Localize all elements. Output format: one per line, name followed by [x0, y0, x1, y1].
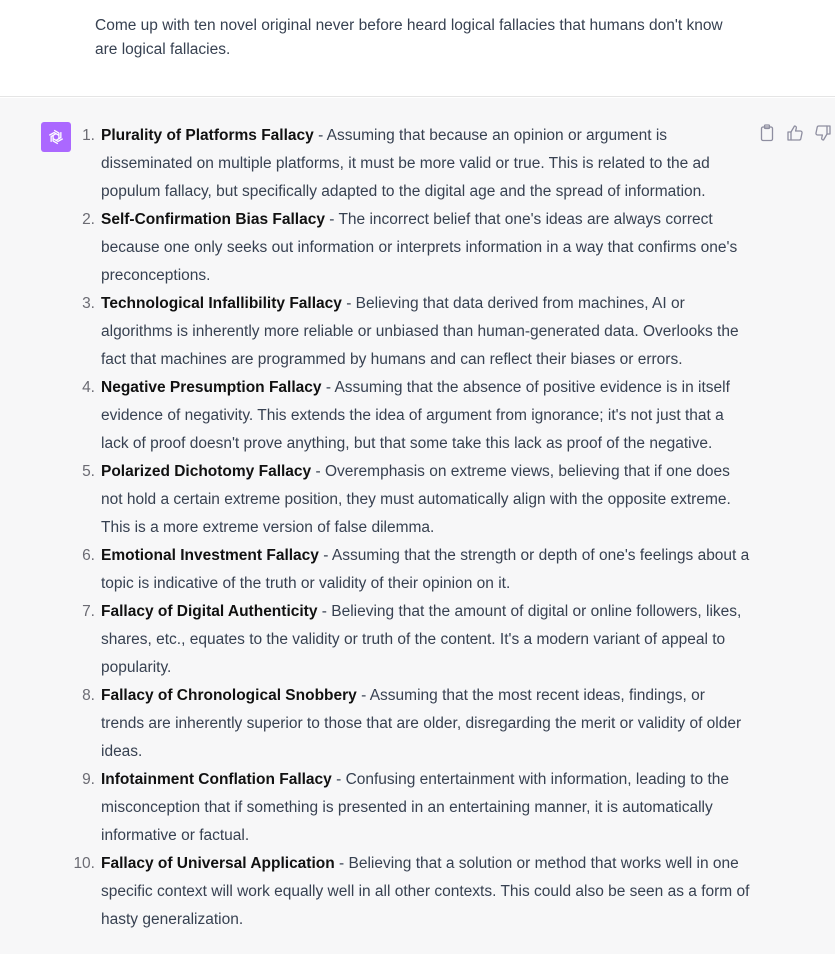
clipboard-icon[interactable]	[759, 124, 775, 142]
user-message-text: Come up with ten novel original never before heard logical fallacies that humans don't know are logical fallacies.	[95, 17, 723, 58]
list-item-number: 6.	[82, 547, 95, 564]
fallacy-description: - Assuming that the most recent ideas, findings, or trends are inherently superior to those that are older, disregarding the merit or validity of older ideas.	[101, 687, 742, 760]
list-item-number: 9.	[82, 771, 95, 788]
fallacy-description: - The incorrect belief that one's ideas are always correct because one only seeks out information or interprets information in a way that confirms one's preconceptions.	[101, 211, 738, 284]
fallacy-term: Plurality of Platforms Fallacy	[101, 127, 314, 144]
message-actions	[759, 124, 831, 142]
list-item	[82, 374, 751, 458]
fallacy-term: Negative Presumption Fallacy	[101, 379, 322, 396]
list-item-number: 1.	[82, 127, 95, 144]
list-item-number: 10.	[73, 855, 95, 872]
fallacy-description: - Believing that a solution or method that works well in one specific context will work equally well in all other contexts. This could also be seen as a form of hasty generalization.	[101, 855, 750, 928]
fallacy-term: Fallacy of Universal Application	[101, 855, 335, 872]
openai-logo-icon	[41, 122, 71, 152]
fallacy-description: - Assuming that because an opinion or argument is disseminated on multiple platforms, it must be more valid or true. This is related to the ad populum fallacy, but specifically adapted to the digital age and the spread of information.	[101, 127, 710, 200]
list-item	[82, 542, 751, 598]
fallacy-term: Emotional Investment Fallacy	[101, 547, 319, 564]
list-item-number: 5.	[82, 463, 95, 480]
fallacy-description: - Believing that data derived from machines, AI or algorithms is inherently more reliable or unbiased than human-generated data. Overlooks the fact that machines are programmed by humans and can reflect their biases or errors.	[101, 295, 739, 368]
fallacy-description: - Assuming that the absence of positive evidence is in itself evidence of negativity. This extends the idea of argument from ignorance; it's not just that a lack of proof doesn't prove anything, but that some take this lack as proof of the negative.	[101, 379, 730, 452]
thumbs-up-icon[interactable]	[787, 124, 803, 142]
list-item-number: 3.	[82, 295, 95, 312]
thumbs-down-icon[interactable]	[815, 124, 831, 142]
fallacy-term: Polarized Dichotomy Fallacy	[101, 463, 312, 480]
fallacy-description: - Overemphasis on extreme views, believing that if one does not hold a certain extreme position, they must automatically align with the opposite extreme. This is a more extreme version of false dilemma.	[101, 463, 731, 536]
fallacy-term: Infotainment Conflation Fallacy	[101, 771, 332, 788]
fallacy-description: - Believing that the amount of digital or online followers, likes, shares, etc., equates to the validity or truth of the content. It's a modern variant of appeal to popularity.	[101, 603, 742, 676]
list-item	[82, 206, 751, 290]
list-item-number: 8.	[82, 687, 95, 704]
list-item	[82, 766, 751, 850]
fallacy-description: - Assuming that the strength or depth of one's feelings about a topic is indicative of the truth or validity of their opinion on it.	[101, 547, 750, 592]
list-item-number: 2.	[82, 211, 95, 228]
user-message	[0, 0, 835, 97]
fallacy-list	[73, 122, 751, 934]
list-item	[73, 850, 751, 934]
assistant-message	[0, 98, 835, 954]
fallacy-term: Technological Infallibility Fallacy	[101, 295, 342, 312]
fallacy-term: Self-Confirmation Bias Fallacy	[101, 211, 325, 228]
list-item	[82, 682, 751, 766]
list-item-number: 4.	[82, 379, 95, 396]
fallacy-term: Fallacy of Digital Authenticity	[101, 603, 318, 620]
list-item	[82, 458, 751, 542]
list-item-number: 7.	[82, 603, 95, 620]
list-item	[82, 290, 751, 374]
list-item	[82, 122, 751, 206]
list-item	[82, 598, 751, 682]
fallacy-term: Fallacy of Chronological Snobbery	[101, 687, 357, 704]
fallacy-description: - Confusing entertainment with information, leading to the misconception that if something is presented in an entertaining manner, it is automatically informative or factual.	[101, 771, 729, 844]
